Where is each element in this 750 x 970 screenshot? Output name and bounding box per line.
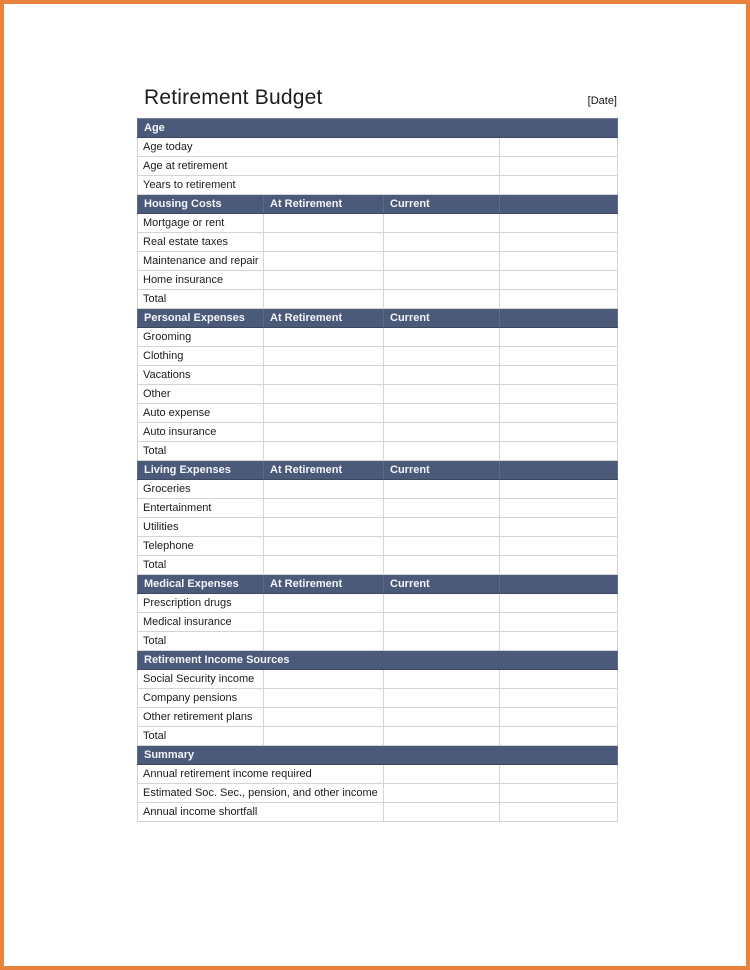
section-header-cell: Current [384, 309, 500, 328]
row-label: Company pensions [138, 689, 264, 708]
unused-cell [500, 347, 618, 366]
input-cell[interactable] [264, 594, 384, 613]
section-header-cell: Living Expenses [138, 461, 264, 480]
computed-cell [500, 632, 618, 651]
unused-cell [500, 803, 618, 822]
section-header-blank-cell [500, 309, 618, 328]
row-label: Age today [138, 138, 500, 157]
unused-cell [500, 480, 618, 499]
input-cell[interactable] [384, 347, 500, 366]
table-row [138, 366, 618, 385]
unused-cell [500, 784, 618, 803]
input-cell[interactable] [384, 271, 500, 290]
table-row [138, 138, 618, 157]
input-cell[interactable] [264, 214, 384, 233]
table-row [138, 442, 618, 461]
table-row [138, 632, 618, 651]
computed-cell [500, 176, 618, 195]
unused-cell [500, 765, 618, 784]
unused-cell [384, 670, 500, 689]
section-header-row [138, 461, 618, 480]
unused-cell [500, 366, 618, 385]
input-cell[interactable] [384, 518, 500, 537]
row-label: Annual retirement income required [138, 765, 384, 784]
table-row [138, 423, 618, 442]
row-label: Entertainment [138, 499, 264, 518]
computed-cell [384, 290, 500, 309]
section-header-cell: At Retirement [264, 195, 384, 214]
section-header-cell: Retirement Income Sources [138, 651, 618, 670]
table-row [138, 271, 618, 290]
section-header-blank-cell [500, 195, 618, 214]
row-label: Total [138, 556, 264, 575]
input-cell[interactable] [264, 233, 384, 252]
table-row [138, 556, 618, 575]
input-cell[interactable] [264, 328, 384, 347]
table-row [138, 594, 618, 613]
table-row [138, 803, 618, 822]
computed-cell [264, 442, 384, 461]
row-label: Social Security income [138, 670, 264, 689]
unused-cell [384, 689, 500, 708]
input-cell[interactable] [384, 613, 500, 632]
row-label: Total [138, 290, 264, 309]
unused-cell [500, 613, 618, 632]
row-label: Other retirement plans [138, 708, 264, 727]
input-cell[interactable] [384, 366, 500, 385]
input-cell[interactable] [384, 328, 500, 347]
section-header-cell: Personal Expenses [138, 309, 264, 328]
computed-cell [264, 556, 384, 575]
unused-cell [500, 214, 618, 233]
computed-cell [264, 632, 384, 651]
input-cell[interactable] [384, 537, 500, 556]
table-row [138, 233, 618, 252]
table-row [138, 385, 618, 404]
table-row [138, 537, 618, 556]
row-label: Home insurance [138, 271, 264, 290]
row-label: Other [138, 385, 264, 404]
input-cell[interactable] [264, 252, 384, 271]
table-row [138, 347, 618, 366]
table-row [138, 518, 618, 537]
computed-cell [384, 765, 500, 784]
section-header-cell: Age [138, 119, 618, 138]
computed-cell [500, 556, 618, 575]
row-label: Telephone [138, 537, 264, 556]
unused-cell [500, 328, 618, 347]
table-row [138, 290, 618, 309]
input-cell[interactable] [264, 385, 384, 404]
section-header-cell: At Retirement [264, 461, 384, 480]
computed-cell [500, 442, 618, 461]
row-label: Vacations [138, 366, 264, 385]
table-row [138, 499, 618, 518]
unused-cell [500, 518, 618, 537]
input-cell[interactable] [264, 404, 384, 423]
input-cell[interactable] [384, 404, 500, 423]
input-cell[interactable] [384, 423, 500, 442]
date-placeholder: [Date] [587, 95, 617, 107]
section-header-cell: Housing Costs [138, 195, 264, 214]
unused-cell [500, 594, 618, 613]
unused-cell [500, 252, 618, 271]
input-cell[interactable] [384, 385, 500, 404]
input-cell[interactable] [264, 499, 384, 518]
table-row [138, 252, 618, 271]
section-header-blank-cell [500, 461, 618, 480]
row-label: Estimated Soc. Sec., pension, and other income [138, 784, 384, 803]
row-label: Utilities [138, 518, 264, 537]
row-label: Maintenance and repair [138, 252, 264, 271]
input-cell[interactable] [384, 480, 500, 499]
computed-cell [264, 290, 384, 309]
page-title: Retirement Budget [144, 86, 323, 109]
unused-cell [500, 537, 618, 556]
input-cell[interactable] [264, 347, 384, 366]
section-header-cell: At Retirement [264, 309, 384, 328]
input-cell[interactable] [384, 252, 500, 271]
computed-cell [264, 727, 384, 746]
row-label: Total [138, 442, 264, 461]
section-header-row [138, 651, 618, 670]
computed-cell [384, 632, 500, 651]
row-label: Total [138, 727, 264, 746]
section-header-row [138, 575, 618, 594]
row-label: Medical insurance [138, 613, 264, 632]
input-cell[interactable] [264, 423, 384, 442]
table-row [138, 214, 618, 233]
row-label: Real estate taxes [138, 233, 264, 252]
section-header-cell: Current [384, 195, 500, 214]
input-cell[interactable] [264, 518, 384, 537]
unused-cell [500, 385, 618, 404]
unused-cell [500, 670, 618, 689]
section-header-blank-cell [500, 575, 618, 594]
section-header-cell: Summary [138, 746, 618, 765]
input-cell[interactable] [384, 499, 500, 518]
table-row [138, 176, 618, 195]
retirement-budget-table [137, 118, 618, 822]
section-header-cell: At Retirement [264, 575, 384, 594]
section-header-cell: Current [384, 461, 500, 480]
unused-cell [500, 404, 618, 423]
input-cell[interactable] [264, 708, 384, 727]
input-cell[interactable] [264, 480, 384, 499]
row-label: Groceries [138, 480, 264, 499]
computed-cell [384, 442, 500, 461]
table-row [138, 784, 618, 803]
row-label: Age at retirement [138, 157, 500, 176]
computed-cell [384, 784, 500, 803]
unused-cell [500, 499, 618, 518]
input-cell[interactable] [264, 366, 384, 385]
unused-cell [500, 233, 618, 252]
computed-cell [384, 556, 500, 575]
input-cell[interactable] [264, 537, 384, 556]
table-row [138, 613, 618, 632]
table-row [138, 328, 618, 347]
table-row [138, 765, 618, 784]
input-cell[interactable] [384, 214, 500, 233]
computed-cell [384, 803, 500, 822]
row-label: Auto expense [138, 404, 264, 423]
title-row [137, 86, 617, 110]
unused-cell [500, 271, 618, 290]
table-row [138, 727, 618, 746]
section-header-row [138, 746, 618, 765]
input-cell[interactable] [500, 157, 618, 176]
row-label: Mortgage or rent [138, 214, 264, 233]
input-cell[interactable] [500, 138, 618, 157]
table-row [138, 404, 618, 423]
input-cell[interactable] [264, 271, 384, 290]
row-label: Auto insurance [138, 423, 264, 442]
row-label: Annual income shortfall [138, 803, 384, 822]
unused-cell [500, 689, 618, 708]
section-header-row [138, 119, 618, 138]
unused-cell [384, 727, 500, 746]
input-cell[interactable] [264, 689, 384, 708]
table-row [138, 689, 618, 708]
table-row [138, 708, 618, 727]
row-label: Total [138, 632, 264, 651]
unused-cell [500, 727, 618, 746]
input-cell[interactable] [264, 670, 384, 689]
table-row [138, 480, 618, 499]
table-row [138, 670, 618, 689]
section-header-row [138, 309, 618, 328]
computed-cell [500, 290, 618, 309]
row-label: Years to retirement [138, 176, 500, 195]
input-cell[interactable] [384, 594, 500, 613]
section-header-cell: Current [384, 575, 500, 594]
unused-cell [500, 423, 618, 442]
row-label: Clothing [138, 347, 264, 366]
section-header-row [138, 195, 618, 214]
section-header-cell: Medical Expenses [138, 575, 264, 594]
table-row [138, 157, 618, 176]
input-cell[interactable] [384, 233, 500, 252]
row-label: Grooming [138, 328, 264, 347]
row-label: Prescription drugs [138, 594, 264, 613]
unused-cell [384, 708, 500, 727]
unused-cell [500, 708, 618, 727]
input-cell[interactable] [264, 613, 384, 632]
